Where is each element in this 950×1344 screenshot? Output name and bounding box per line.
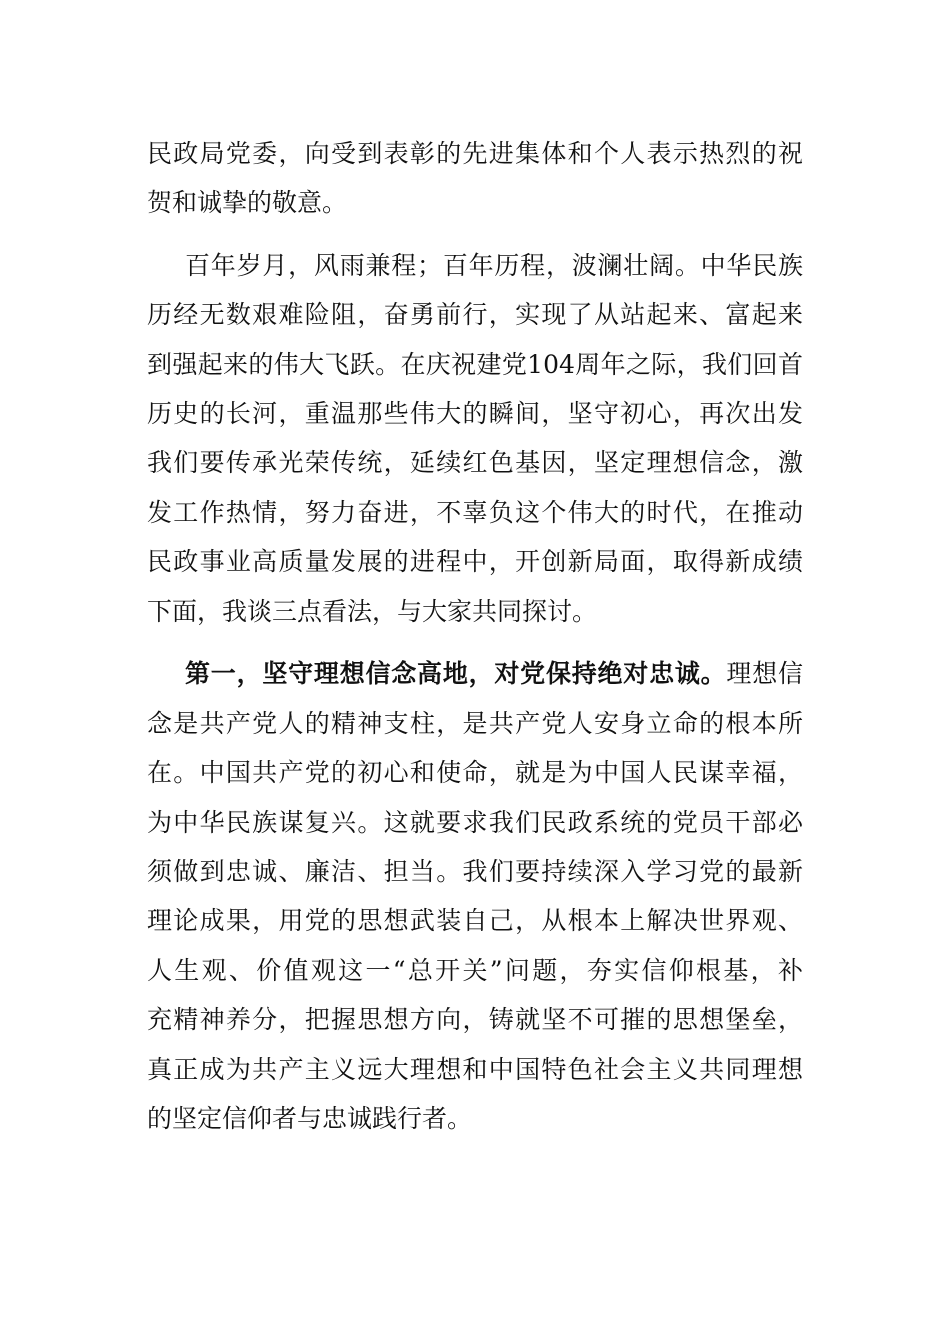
- section-heading: 第一，坚守理想信念高地，对党保持绝对忠诚。: [185, 659, 727, 689]
- body-text: [147, 129, 803, 1144]
- paragraph-intro: [147, 241, 803, 636]
- text-line: 发工作热情，努力奋进，不辜负这个伟大的时代，在推动: [147, 497, 803, 527]
- text-line: [147, 649, 803, 698]
- text-line: 理论成果，用党的思想武装自己，从根本上解决世界观、: [147, 906, 803, 936]
- text-line: 人生观、价值观这一“总开关”问题，夯实信仰根基，补: [147, 955, 803, 985]
- text-line: 到强起来的伟大飞跃。在庆祝建党104周年之际，我们回首: [147, 349, 803, 379]
- text-line: 民政事业高质量发展的进程中，开创新局面，取得新成绩: [147, 547, 803, 577]
- heading-lead-in: 理想信: [726, 659, 803, 689]
- text-line: 念是共产党人的精神支柱，是共产党人安身立命的根本所: [147, 708, 803, 738]
- text-line: 充精神养分，把握思想方向，铸就坚不可摧的思想堡垒，: [147, 1005, 803, 1035]
- paragraph-point-one: [147, 649, 803, 1143]
- text-line: 我们要传承光荣传统，延续红色基因，坚定理想信念，激: [147, 448, 803, 478]
- paragraph-continuation: [147, 129, 803, 228]
- text-line: 须做到忠诚、廉洁、担当。我们要持续深入学习党的最新: [147, 856, 803, 886]
- text-line: 为中华民族谋复兴。这就要求我们民政系统的党员干部必: [147, 807, 803, 837]
- text-line: 在。中国共产党的初心和使命，就是为中国人民谋幸福，: [147, 758, 803, 788]
- text-line: 民政局党委，向受到表彰的先进集体和个人表示热烈的祝: [147, 138, 803, 168]
- text-line: 历史的长河，重温那些伟大的瞬间，坚守初心，再次出发: [147, 398, 803, 428]
- text-line: 的坚定信仰者与忠诚践行者。: [147, 1103, 473, 1133]
- text-line: 真正成为共产主义远大理想和中国特色社会主义共同理想: [147, 1054, 803, 1084]
- text-line: 下面，我谈三点看法，与大家共同探讨。: [147, 596, 598, 626]
- text-line: 百年岁月，风雨兼程；百年历程，波澜壮阔。中华民族: [185, 250, 803, 280]
- text-line: 历经无数艰难险阻，奋勇前行，实现了从站起来、富起来: [147, 300, 803, 330]
- text-line: 贺和诚挚的敬意。: [147, 187, 348, 217]
